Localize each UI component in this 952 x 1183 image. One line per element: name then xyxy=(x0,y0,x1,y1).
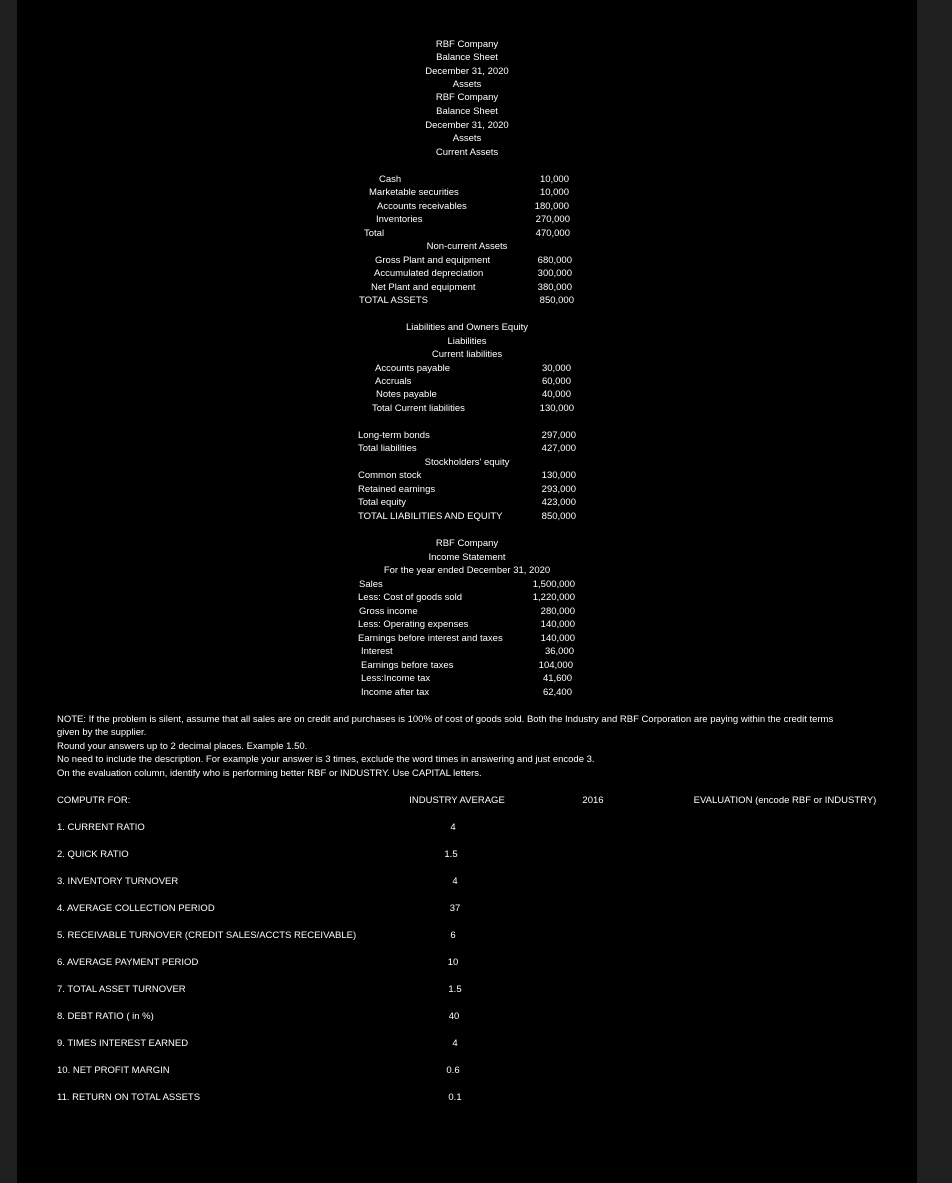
line-item-label: Earnings before interest and taxes xyxy=(358,633,503,644)
line-item-label: TOTAL LIABILITIES AND EQUITY xyxy=(358,511,503,522)
ratio-industry-value: 37 xyxy=(449,903,461,914)
line-item-label: Accruals xyxy=(375,376,412,387)
statement-title: Balance Sheet xyxy=(436,106,498,117)
line-item-value: 36,000 xyxy=(544,646,574,657)
ratio-label: 10. NET PROFIT MARGIN xyxy=(57,1065,170,1076)
line-item-value: 1,220,000 xyxy=(532,592,575,603)
statement-title: Balance Sheet xyxy=(436,52,498,63)
statement-period: For the year ended December 31, 2020 xyxy=(383,565,551,576)
ratio-label: 11. RETURN ON TOTAL ASSETS xyxy=(57,1092,201,1103)
line-item-value: 130,000 xyxy=(539,403,574,414)
line-item-value: 380,000 xyxy=(537,282,572,293)
section-heading: Current Assets xyxy=(435,147,499,158)
line-item-value: 104,000 xyxy=(538,660,573,671)
line-item-value: 41,600 xyxy=(542,673,572,684)
line-item-label: Accounts receivables xyxy=(377,201,467,212)
company-name: RBF Company xyxy=(435,538,499,549)
line-item-value: 62,400 xyxy=(542,687,572,698)
company-name: RBF Company xyxy=(435,92,499,103)
line-item-label: Gross income xyxy=(359,606,418,617)
line-item-label: Net Plant and equipment xyxy=(371,282,476,293)
section-heading: Assets xyxy=(452,79,482,90)
line-item-label: Accounts payable xyxy=(375,363,450,374)
ratio-industry-value: 4 xyxy=(450,822,456,833)
document-page xyxy=(17,0,917,1183)
line-item-label: Earnings before taxes xyxy=(361,660,454,671)
table-header-compute: COMPUTR FOR: xyxy=(57,795,131,806)
line-item-label: Interest xyxy=(361,646,393,657)
company-name: RBF Company xyxy=(435,39,499,50)
line-item-label: Less: Operating expenses xyxy=(358,619,469,630)
table-header-year: 2016 xyxy=(582,795,604,806)
ratio-industry-value: 10 xyxy=(447,957,459,968)
statement-title: Income Statement xyxy=(428,552,506,563)
ratio-industry-value: 0.6 xyxy=(446,1065,460,1076)
line-item-label: Long-term bonds xyxy=(358,430,430,441)
section-heading: Non-current Assets xyxy=(426,241,508,252)
line-item-value: 30,000 xyxy=(541,363,571,374)
line-item-label: Less: Cost of goods sold xyxy=(358,592,463,603)
line-item-value: 423,000 xyxy=(541,497,576,508)
line-item-value: 427,000 xyxy=(541,443,576,454)
line-item-value: 297,000 xyxy=(541,430,576,441)
section-heading: Current liabilities xyxy=(431,349,503,360)
line-item-value: 1,500,000 xyxy=(532,579,575,590)
line-item-label: Inventories xyxy=(376,214,423,225)
line-item-value: 850,000 xyxy=(539,295,574,306)
line-item-value: 680,000 xyxy=(537,255,572,266)
ratio-industry-value: 6 xyxy=(450,930,456,941)
table-header-industry: INDUSTRY AVERAGE xyxy=(409,795,505,806)
line-item-label: Marketable securities xyxy=(369,187,459,198)
line-item-label: TOTAL ASSETS xyxy=(359,295,428,306)
line-item-label: Total xyxy=(364,228,385,239)
line-item-value: 293,000 xyxy=(541,484,576,495)
note-line: On the evaluation column, identify who is performing better RBF or INDUSTRY. Use CAPITAL letters. xyxy=(57,768,482,779)
ratio-label: 5. RECEIVABLE TURNOVER (CREDIT SALES/ACCTS RECEIVABLE) xyxy=(57,930,357,941)
line-item-value: 270,000 xyxy=(535,214,570,225)
line-item-label: Gross Plant and equipment xyxy=(375,255,491,266)
line-item-label: Sales xyxy=(359,579,383,590)
line-item-label: Accumulated depreciation xyxy=(374,268,484,279)
line-item-value: 140,000 xyxy=(540,633,575,644)
line-item-value: 140,000 xyxy=(540,619,575,630)
ratio-industry-value: 40 xyxy=(448,1011,460,1022)
line-item-value: 130,000 xyxy=(541,470,576,481)
note-line: NOTE: If the problem is silent, assume that all sales are on credit and purchases is 100% of cost of goods sold. Both the Industry and RBF Corporation are paying within the credit terms xyxy=(57,714,834,725)
ratio-label: 8. DEBT RATIO ( in %) xyxy=(57,1011,154,1022)
section-heading: Liabilities and Owners Equity xyxy=(406,322,528,333)
line-item-label: Retained earnings xyxy=(358,484,436,495)
note-line: given by the supplier. xyxy=(57,727,147,738)
line-item-label: Cash xyxy=(379,174,402,185)
line-item-value: 280,000 xyxy=(540,606,575,617)
line-item-value: 10,000 xyxy=(539,174,569,185)
ratio-label: 9. TIMES INTEREST EARNED xyxy=(57,1038,189,1049)
line-item-label: Total liabilities xyxy=(358,443,417,454)
ratio-label: 6. AVERAGE PAYMENT PERIOD xyxy=(57,957,199,968)
ratio-industry-value: 1.5 xyxy=(444,849,458,860)
ratio-industry-value: 0.1 xyxy=(448,1092,462,1103)
line-item-label: Less:Income tax xyxy=(361,673,431,684)
ratio-industry-value: 4 xyxy=(452,1038,458,1049)
ratio-label: 1. CURRENT RATIO xyxy=(57,822,145,833)
table-header-evaluation: EVALUATION (encode RBF or INDUSTRY) xyxy=(693,795,877,806)
ratio-industry-value: 4 xyxy=(452,876,458,887)
ratio-label: 7. TOTAL ASSET TURNOVER xyxy=(57,984,186,995)
ratio-label: 3. INVENTORY TURNOVER xyxy=(57,876,179,887)
line-item-value: 470,000 xyxy=(535,228,570,239)
line-item-value: 40,000 xyxy=(541,389,571,400)
note-line: Round your answers up to 2 decimal places. Example 1.50. xyxy=(57,741,308,752)
line-item-label: Total Current liabilities xyxy=(372,403,465,414)
line-item-value: 180,000 xyxy=(534,201,569,212)
line-item-label: Common stock xyxy=(358,470,422,481)
line-item-label: Total equity xyxy=(358,497,407,508)
line-item-label: Notes payable xyxy=(376,389,437,400)
note-line: No need to include the description. For example your answer is 3 times, exclude the word times in answering and just encode 3. xyxy=(57,754,595,765)
section-heading: Liabilities xyxy=(447,336,487,347)
line-item-value: 850,000 xyxy=(541,511,576,522)
line-item-label: Income after tax xyxy=(361,687,430,698)
statement-date: December 31, 2020 xyxy=(425,120,509,131)
ratio-industry-value: 1.5 xyxy=(448,984,462,995)
statement-date: December 31, 2020 xyxy=(425,66,509,77)
line-item-value: 300,000 xyxy=(537,268,572,279)
section-heading: Stockholders' equity xyxy=(424,457,510,468)
ratio-label: 4. AVERAGE COLLECTION PERIOD xyxy=(57,903,215,914)
section-heading: Assets xyxy=(452,133,482,144)
line-item-value: 10,000 xyxy=(539,187,569,198)
line-item-value: 60,000 xyxy=(541,376,571,387)
ratio-label: 2. QUICK RATIO xyxy=(57,849,129,860)
